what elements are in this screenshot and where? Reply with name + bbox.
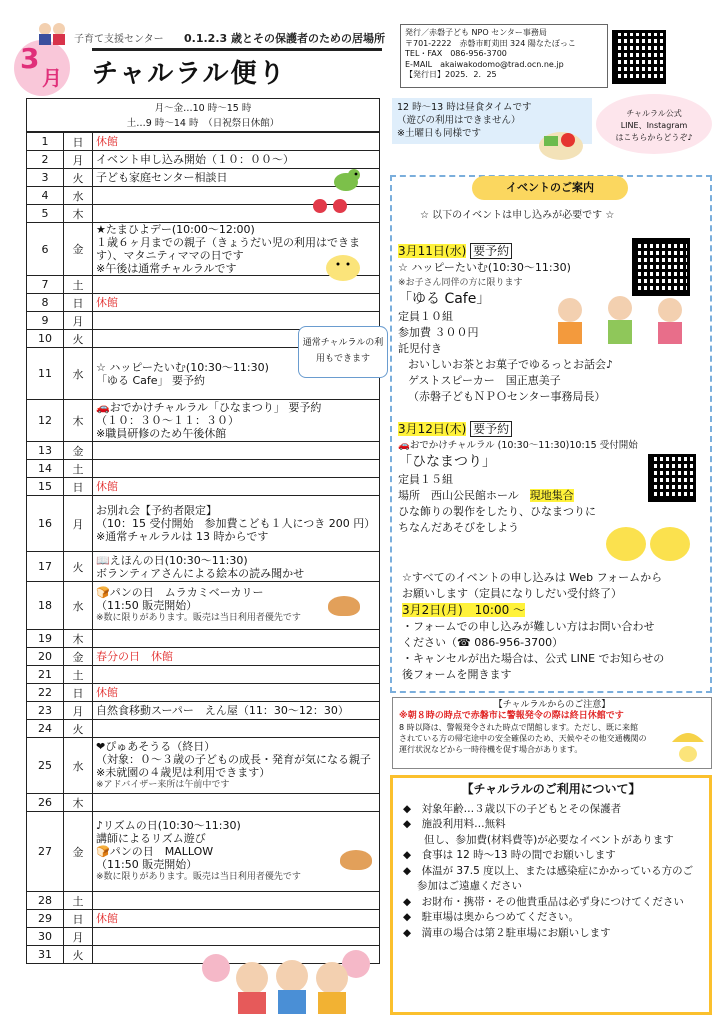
notice-body: 運行状況などから一時待機を促す場合があります。 [399,745,583,754]
weekday: 土 [64,276,93,294]
schedule-row [27,442,380,460]
day-number: 10 [27,330,64,348]
apply-line: ・フォームでの申し込みが難しい方はお問い合わせ [402,620,655,633]
weekday: 日 [64,294,93,312]
day-number: 25 [27,738,64,794]
day-number: 9 [27,312,64,330]
event-desc: ちなんだあそびをしよう [398,521,519,534]
event-line: （11:50 販売開始） [96,858,198,871]
event-line: ※職員研修のため午後休館 [96,427,227,440]
apply-line: ください（☎ 086-956-3700） [402,636,564,649]
day-events [93,460,380,478]
day-number: 26 [27,794,64,812]
event-line: 🍞パンの日 MALLOW [96,845,214,858]
weather-notice [392,697,712,769]
day-number: 20 [27,648,64,666]
event-line: ★たまひよデー(10:00～12:00) [96,223,255,236]
weekday: 金 [64,648,93,666]
schedule-row [27,400,380,442]
weekday: 水 [64,187,93,205]
event-org: （赤磐子どもＮＰＯセンター事務局長） [408,390,606,403]
day-events [93,666,380,684]
notice-title: 【チャルラルからのご注意】 [493,700,611,710]
event-desc: おいしいお茶とお菓子でゆるっとお話会♪ [408,358,614,371]
weekday: 日 [64,910,93,928]
weekday: 土 [64,460,93,478]
callout-bubble: 通常チャルラルの利用もできます [298,326,388,378]
guide-item: ◆ 食事は 12 時～13 時の間でお願いします [403,849,616,861]
event-line: ※通常チャルラルは 13 時からです [96,530,269,543]
issuer-line: TEL・FAX 086-956-3700 [405,49,507,58]
issuer-box [400,24,608,88]
event-line: 休館 [96,480,118,493]
event-line: （10：15 受付開始 参加費こども１人につき 200 円） [96,517,376,530]
event-line: 休館 [96,912,118,925]
weekday: 木 [64,400,93,442]
day-events [93,552,380,582]
schedule-row [27,582,380,630]
notice-warning: ※朝８時の時点で赤磐市に警報発令の際は終日休館です [399,711,624,721]
event-capacity: 定員１０組 [398,310,453,323]
event-line: （対象：０～３歳の子どもの成長・発育が気になる親子 [96,752,371,766]
umbrella-chick-icon [668,724,708,764]
event-title: 「ゆる Cafe」 [398,291,491,307]
day-number: 22 [27,684,64,702]
event-line: （11:50 販売開始） [96,599,198,612]
day-number: 3 [27,169,64,187]
event-desc: ひな飾りの製作をしたり、ひなまつりに [398,505,596,518]
hours-saturday: 土…9 時～14 時 （日祝祭日休館） [126,118,280,129]
month-badge-number: 3 [20,42,40,75]
bread-icon [328,596,360,616]
event-note: ※お子さん同伴の方に限ります [398,278,523,288]
weekday: 火 [64,946,93,964]
day-number: 27 [27,812,64,892]
schedule-row [27,552,380,582]
events-subtitle: ☆ 以下のイベントは申し込みが必要です ☆ [420,210,615,221]
apply-line: ・キャンセルが出た場合は、公式 LINE でお知らせの [402,652,665,665]
weekday: 火 [64,330,93,348]
schedule-row [27,812,380,892]
weekday: 火 [64,552,93,582]
weekday: 土 [64,666,93,684]
weekday: 月 [64,496,93,552]
day-number: 24 [27,720,64,738]
schedule-row [27,702,380,720]
ume-flower-icon [310,196,354,216]
weekday: 火 [64,169,93,187]
event-line: お別れ会【予約者限定】 [96,504,217,517]
cafe-people-illustration [540,288,710,348]
weekday: 金 [64,812,93,892]
guide-item: 但し、参加費(材料費等)が必要なイベントがあります [403,833,674,846]
lunch-box-icon [536,122,586,162]
application-info [402,570,708,683]
event-line: 🍞パンの日 ムラカミベーカリー [96,586,264,599]
guide-item: ◆ 対象年齢…３歳以下の子どもとその保護者 [403,802,622,815]
day-events [93,892,380,910]
event-line: 子ども家庭センター相談日 [96,171,228,184]
newsletter-title: チャルラル便り [92,48,382,90]
schedule-row [27,720,380,738]
bread-icon [340,850,372,870]
day-number: 23 [27,702,64,720]
guide-item: ◆ 体温が 37.5 度以上、または感染症にかかっている方のご参加はご遠慮ください [403,864,694,892]
chick-icon [322,246,364,282]
day-events [93,133,380,151]
qr-code-sns[interactable] [612,30,666,84]
event-line: 春分の日 休館 [96,650,173,663]
sns-line: LINE、Instagram [620,121,688,130]
schedule-row [27,910,380,928]
day-number: 11 [27,348,64,400]
event-meetup: 現地集合 [529,489,574,502]
usage-guide [390,775,712,1015]
event-place: 場所 西山公民館ホール [398,489,519,502]
schedule-row [27,478,380,496]
opening-hours [26,98,380,132]
event-line: 休館 [96,135,118,148]
guide-item: ◆ 施設利用料…無料 [403,818,506,830]
day-number: 12 [27,400,64,442]
hina-chicks-illustration [600,514,696,564]
weekday: 水 [64,582,93,630]
issuer-line: 〒701-2222 赤磐市町苅田 324 陽なたぼっこ [405,38,576,48]
weekday: 木 [64,630,93,648]
guide-item: ◆ 駐車場は奥からつめてください。 [403,911,579,923]
day-events [93,738,380,794]
weekday: 月 [64,928,93,946]
weekday: 木 [64,794,93,812]
month-badge-label: 月 [42,66,62,90]
day-number: 31 [27,946,64,964]
event-fee: 参加費 ３００円 [398,326,479,339]
day-events [93,702,380,720]
weekday: 金 [64,442,93,460]
event-speaker: ゲストスピーカー 国正恵美子 [408,374,561,387]
apply-line: ☆すべてのイベントの申し込みは Web フォームから [402,571,663,584]
day-number: 28 [27,892,64,910]
event-line: ※未就園の４歳児は利用できます） [96,765,271,779]
schedule-row [27,630,380,648]
weekday: 月 [64,312,93,330]
schedule-row [27,738,380,794]
guide-title: 【チャルラルのご利用について】 [461,782,641,796]
weekday: 金 [64,223,93,276]
day-number: 18 [27,582,64,630]
bird-icon [330,166,364,194]
day-events [93,910,380,928]
event-title: 「ひなまつり」 [398,454,496,470]
weekday: 火 [64,720,93,738]
event-name: ☆ ハッピーたいむ(10:30～11:30) [398,261,571,274]
schedule-row [27,169,380,187]
event-line: 📖えほんの日(10:30～11:30) [96,553,248,567]
event-line: 休館 [96,296,118,309]
schedule-row [27,666,380,684]
event-line: ボランティアさんによる絵本の読み聞かせ [96,566,305,580]
event-line: ※数に限りがあります。販売は当日利用者優先です [96,613,301,623]
day-number: 4 [27,187,64,205]
event-date: 3月11日(水) [398,244,467,258]
day-number: 29 [27,910,64,928]
sns-link-bubble[interactable] [596,94,712,154]
day-number: 6 [27,223,64,276]
day-events [93,648,380,666]
event-line: ♪リズムの日(10:30～11:30) [96,819,241,832]
guide-item: ◆ 満車の場合は第２駐車場にお願いします [403,926,611,939]
day-events [93,684,380,702]
lunch-line: 12 時～13 時は昼食タイムです [397,102,532,113]
day-events [93,294,380,312]
children-blossom-illustration [196,938,386,1014]
day-events [93,400,380,442]
event-line: ❤ぴゅあそうる（終日） [96,739,216,753]
issuer-line: E-MAIL akaiwakodomo@trad.ocn.ne.jp [405,59,564,69]
schedule-row [27,151,380,169]
day-number: 16 [27,496,64,552]
event-line: 🚗おでかけチャルラル「ひなまつり」 要予約 [96,401,322,414]
weekday: 土 [64,892,93,910]
tagline: 0.1.2.3 歳とその保護者のための居場所 [184,32,385,45]
weekday: 水 [64,348,93,400]
day-number: 8 [27,294,64,312]
schedule-row [27,794,380,812]
lunch-line: （遊びの利用はできません） [397,115,521,126]
event-capacity: 定員１５組 [398,473,453,486]
apply-line: 後フォームを開きます [402,668,512,681]
event-line: ※アドバイザー来所は午前中です [96,779,230,790]
weekday: 木 [64,205,93,223]
day-events [93,812,380,892]
day-events [93,630,380,648]
notice-body: されている方の帰宅途中の安全確保のため、天候やその他交通機関の [399,734,647,743]
hina-doll-icon [36,20,68,46]
weekday: 水 [64,738,93,794]
sns-line: チャルラル公式 [626,109,682,118]
schedule-row [27,684,380,702]
day-number: 17 [27,552,64,582]
day-events [93,794,380,812]
day-events [93,478,380,496]
apply-start-date: 3月2日(月) 10:00 ～ [402,603,526,617]
day-number: 5 [27,205,64,223]
day-number: 19 [27,630,64,648]
day-number: 14 [27,460,64,478]
day-number: 2 [27,151,64,169]
weekday: 日 [64,684,93,702]
reserve-badge: 要予約 [470,421,512,437]
sns-line: はこちらからどうぞ♪ [615,133,693,142]
day-number: 1 [27,133,64,151]
day-events [93,496,380,552]
weekday: 月 [64,151,93,169]
weekday: 日 [64,478,93,496]
event-line: 自然食移動スーパー えん屋（11：30～12：30） [96,704,349,717]
reserve-badge: 要予約 [470,243,512,259]
issuer-line: 【発行日】2025．2．25 [405,70,497,79]
day-number: 13 [27,442,64,460]
notice-body: 8 時以降は、警報発令された時点で閉館します。ただし、既に来館 [399,723,638,732]
issuer-line: 発行／赤磐子ども NPO センター事務局 [405,28,547,37]
event-line: （１０：３０～１１：３０） [96,414,239,427]
event-line: ※数に限りがあります。販売は当日利用者優先です [96,872,301,882]
event-date: 3月12日(木) [398,422,467,436]
day-number: 15 [27,478,64,496]
qr-code-event2[interactable] [648,454,696,502]
event-line: イベント申し込み開始（１０：００～） [96,153,294,166]
day-number: 30 [27,928,64,946]
day-number: 7 [27,276,64,294]
schedule-row [27,892,380,910]
event-line: １歳６ヶ月までの親子（きょうだい児の利用はできます）、マタニティママの日です [96,236,360,262]
event-name: 🚗おでかけチャルラル (10:30～11:30)10:15 受付開始 [398,440,638,451]
event-line: 講師によるリズム遊び [96,832,206,845]
day-events [93,720,380,738]
center-name: 子育て支援センター [74,34,164,45]
hours-weekday: 月～金…10 時～15 時 [154,103,252,114]
day-events [93,442,380,460]
schedule-row [27,460,380,478]
event-line: 休館 [96,686,118,699]
weekday: 日 [64,133,93,151]
event-line: 「ゆる Cafe」 要予約 [96,373,206,387]
schedule-row [27,294,380,312]
schedule-row [27,133,380,151]
weekday: 月 [64,702,93,720]
schedule-row [27,496,380,552]
event-line: ☆ ハッピーたいむ(10:30～11:30) [96,360,269,374]
event-childcare: 託児付き [398,342,442,355]
guide-item: ◆ お財布・携帯・その他貴重品は必ず身につけてください [403,895,684,908]
event-line: ※午後は通常チャルラルです [96,262,237,275]
apply-line: お願いします（定員になりしだい受付終了） [402,587,622,600]
events-title: イベントのご案内 [472,176,628,200]
day-number: 21 [27,666,64,684]
schedule-row [27,648,380,666]
lunch-line: ※土曜日も同様です [397,128,481,139]
